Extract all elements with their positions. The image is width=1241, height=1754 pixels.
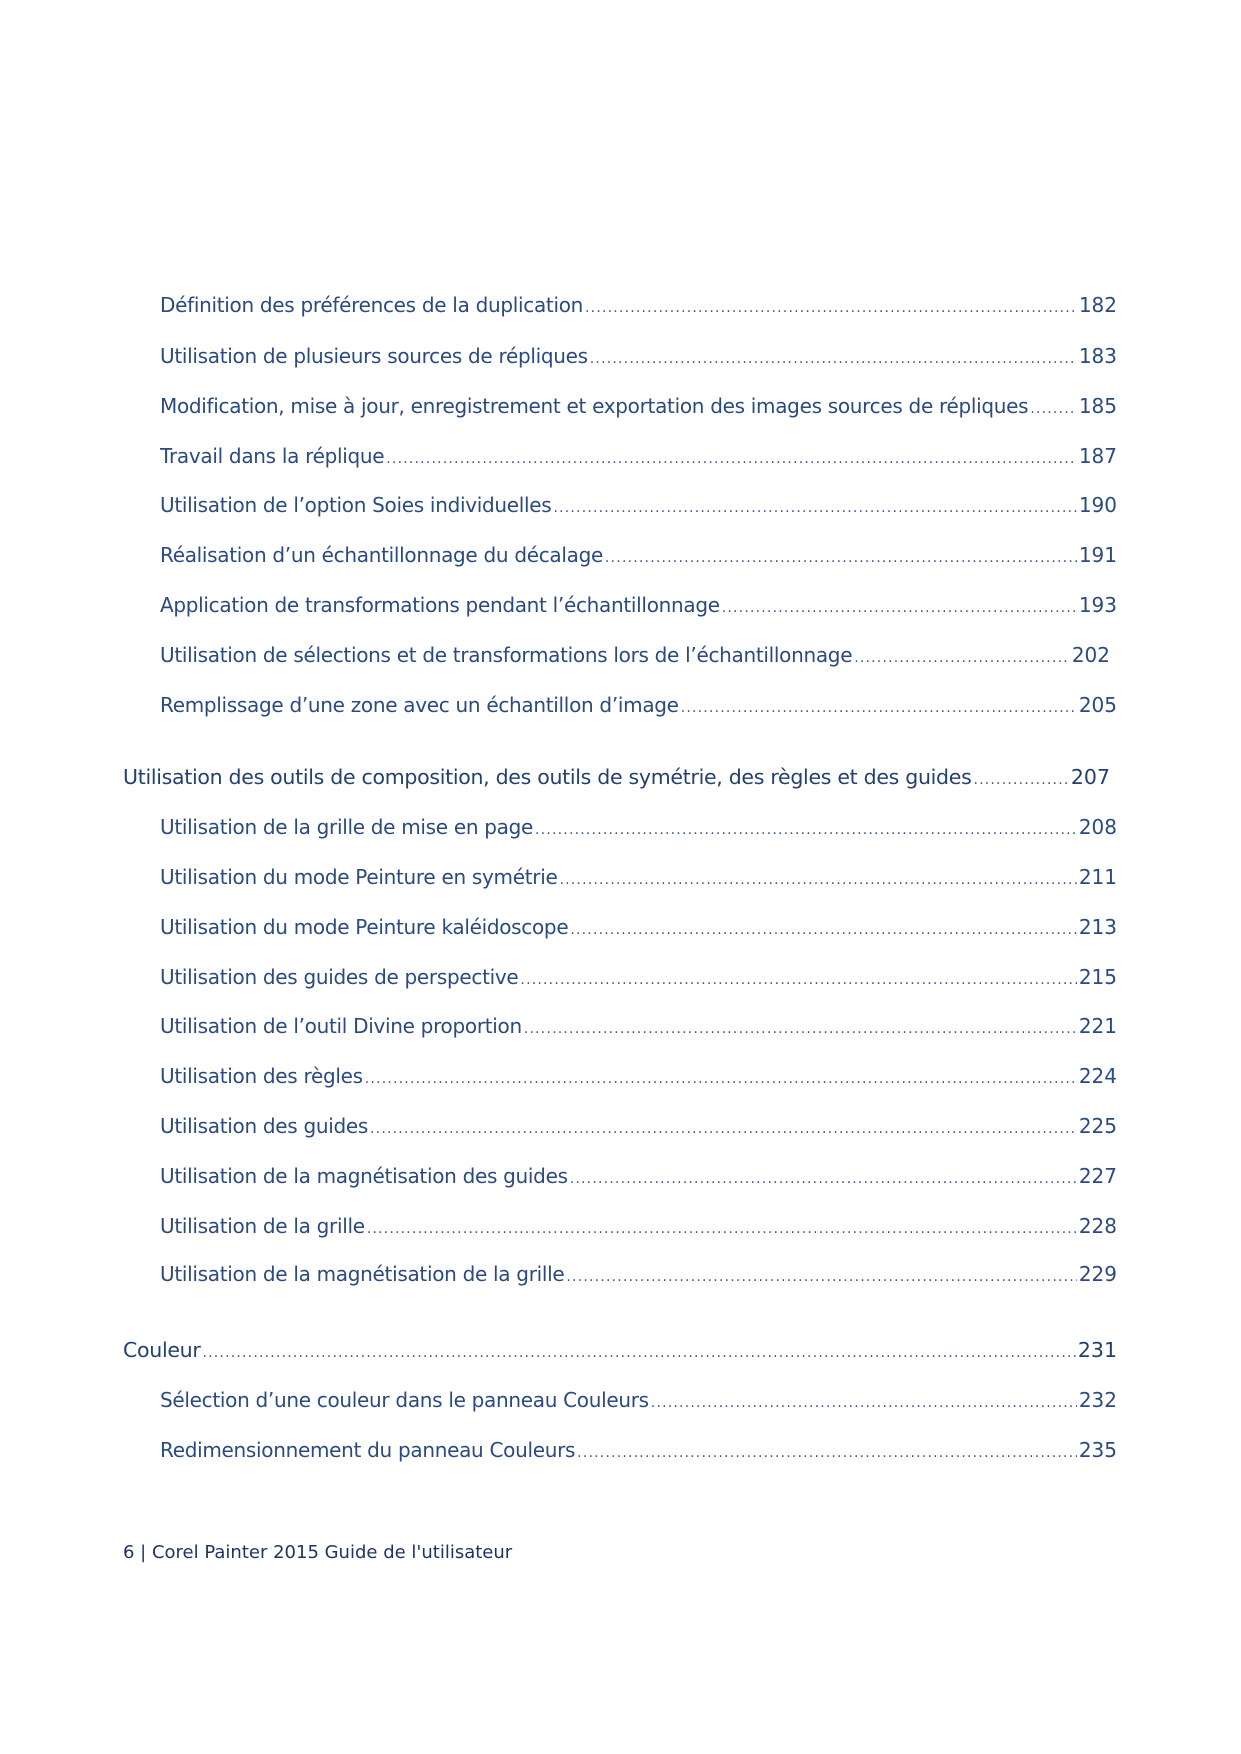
toc-entry[interactable] bbox=[160, 1211, 1117, 1241]
toc-entry[interactable] bbox=[160, 441, 1117, 471]
toc-entry-title: Utilisation de l’option Soies individuelles bbox=[160, 493, 552, 517]
dot-leader bbox=[367, 1214, 1077, 1241]
toc-entry-title: Utilisation des guides bbox=[160, 1114, 369, 1138]
toc-entry-title: Utilisation du mode Peinture kaléidoscope bbox=[160, 915, 569, 939]
toc-chapter-entry[interactable] bbox=[123, 1335, 1117, 1365]
dot-leader bbox=[722, 593, 1077, 620]
toc-entry-title: Modification, mise à jour, enregistrement et exportation des images sources de répliques bbox=[160, 394, 1029, 418]
dot-leader bbox=[559, 865, 1076, 892]
toc-chapter-entry[interactable] bbox=[123, 762, 1110, 792]
toc-entry-title: Utilisation des outils de composition, des outils de symétrie, des règles et des guides bbox=[123, 765, 972, 789]
toc-entry-title: Redimensionnement du panneau Couleurs bbox=[160, 1438, 576, 1462]
toc-entry-page: 221 bbox=[1078, 1014, 1117, 1038]
dot-leader bbox=[570, 1164, 1077, 1191]
dot-leader bbox=[577, 1438, 1077, 1465]
dot-leader bbox=[520, 965, 1076, 992]
toc-entry-title: Utilisation de l’outil Divine proportion bbox=[160, 1014, 522, 1038]
toc-entry-title: Utilisation des règles bbox=[160, 1064, 363, 1088]
toc-entry-title: Utilisation de la grille bbox=[160, 1214, 365, 1238]
toc-entry[interactable] bbox=[160, 490, 1117, 520]
toc-entry-page: 227 bbox=[1078, 1164, 1117, 1188]
toc-entry[interactable] bbox=[160, 1385, 1117, 1415]
toc-entry[interactable] bbox=[160, 912, 1117, 942]
dot-leader bbox=[535, 815, 1077, 842]
toc-entry-page: 205 bbox=[1078, 693, 1117, 717]
toc-entry[interactable] bbox=[160, 862, 1117, 892]
toc-entry-title: Utilisation de sélections et de transformations lors de l’échantillonnage bbox=[160, 643, 853, 667]
dot-leader bbox=[585, 293, 1077, 320]
toc-entry-title: Réalisation d’un échantillonnage du décalage bbox=[160, 543, 603, 567]
toc-entry[interactable] bbox=[160, 962, 1117, 992]
toc-entry-title: Travail dans la réplique bbox=[160, 444, 385, 468]
toc-entry[interactable] bbox=[160, 590, 1117, 620]
toc-entry-page: 208 bbox=[1078, 815, 1117, 839]
toc-entry-page: 211 bbox=[1078, 865, 1117, 889]
toc-entry[interactable] bbox=[160, 690, 1117, 720]
toc-entry[interactable] bbox=[160, 290, 1117, 320]
toc-entry-page: 224 bbox=[1078, 1064, 1117, 1088]
toc-entry-title: Utilisation des guides de perspective bbox=[160, 965, 519, 989]
toc-entry-page: 235 bbox=[1078, 1438, 1117, 1462]
dot-leader bbox=[370, 1114, 1077, 1141]
toc-entry-page: 190 bbox=[1078, 493, 1117, 517]
dot-leader bbox=[553, 493, 1076, 520]
toc-entry-title: Utilisation de la magnétisation de la grille bbox=[160, 1262, 565, 1286]
dot-leader bbox=[570, 915, 1076, 942]
toc-entry-page: 191 bbox=[1078, 543, 1117, 567]
toc-entry-page: 187 bbox=[1078, 444, 1117, 468]
toc-entry[interactable] bbox=[160, 1259, 1117, 1289]
toc-entry-page: 207 bbox=[1070, 765, 1110, 789]
dot-leader bbox=[386, 444, 1077, 471]
toc-entry[interactable] bbox=[160, 540, 1117, 570]
dot-leader bbox=[524, 1014, 1077, 1041]
toc-entry-title: Utilisation du mode Peinture en symétrie bbox=[160, 865, 558, 889]
dot-leader bbox=[854, 643, 1070, 670]
toc-entry-title: Utilisation de la magnétisation des guides bbox=[160, 1164, 568, 1188]
dot-leader bbox=[1030, 394, 1077, 421]
toc-entry[interactable] bbox=[160, 1435, 1117, 1465]
toc-entry[interactable] bbox=[160, 391, 1117, 421]
toc-entry-page: 229 bbox=[1078, 1262, 1117, 1286]
dot-leader bbox=[590, 344, 1077, 371]
toc-entry[interactable] bbox=[160, 640, 1110, 670]
toc-entry-title: Utilisation de plusieurs sources de répliques bbox=[160, 344, 588, 368]
toc-entry-title: Utilisation de la grille de mise en page bbox=[160, 815, 534, 839]
toc-entry-title: Remplissage d’une zone avec un échantillon d’image bbox=[160, 693, 679, 717]
toc-entry-page: 182 bbox=[1078, 293, 1117, 317]
dot-leader bbox=[973, 765, 1068, 792]
dot-leader bbox=[605, 543, 1077, 570]
toc-entry-page: 232 bbox=[1078, 1388, 1117, 1412]
toc-entry-page: 213 bbox=[1078, 915, 1117, 939]
toc-entry-title: Définition des préférences de la duplication bbox=[160, 293, 584, 317]
toc-entry[interactable] bbox=[160, 812, 1117, 842]
toc-entry-page: 225 bbox=[1078, 1114, 1117, 1138]
toc-entry-page: 185 bbox=[1078, 394, 1117, 418]
dot-leader bbox=[651, 1388, 1077, 1415]
toc-entry-title: Couleur bbox=[123, 1338, 201, 1362]
toc-entry-page: 193 bbox=[1078, 593, 1117, 617]
toc-entry[interactable] bbox=[160, 1011, 1117, 1041]
dot-leader bbox=[365, 1064, 1077, 1091]
toc-entry[interactable] bbox=[160, 1061, 1117, 1091]
toc-entry-title: Application de transformations pendant l’échantillonnage bbox=[160, 593, 720, 617]
toc-entry-page: 183 bbox=[1078, 344, 1117, 368]
toc-entry-page: 215 bbox=[1078, 965, 1117, 989]
toc-entry[interactable] bbox=[160, 1161, 1117, 1191]
dot-leader bbox=[681, 693, 1077, 720]
toc-entry[interactable] bbox=[160, 1111, 1117, 1141]
toc-entry[interactable] bbox=[160, 341, 1117, 371]
toc-entry-page: 228 bbox=[1078, 1214, 1117, 1238]
toc-entry-title: Sélection d’une couleur dans le panneau Couleurs bbox=[160, 1388, 649, 1412]
dot-leader bbox=[202, 1338, 1075, 1365]
page-footer: 6 | Corel Painter 2015 Guide de l'utilisateur bbox=[123, 1542, 513, 1563]
dot-leader bbox=[566, 1262, 1076, 1289]
toc-entry-page: 231 bbox=[1077, 1338, 1117, 1362]
toc-entry-page: 202 bbox=[1071, 643, 1110, 667]
